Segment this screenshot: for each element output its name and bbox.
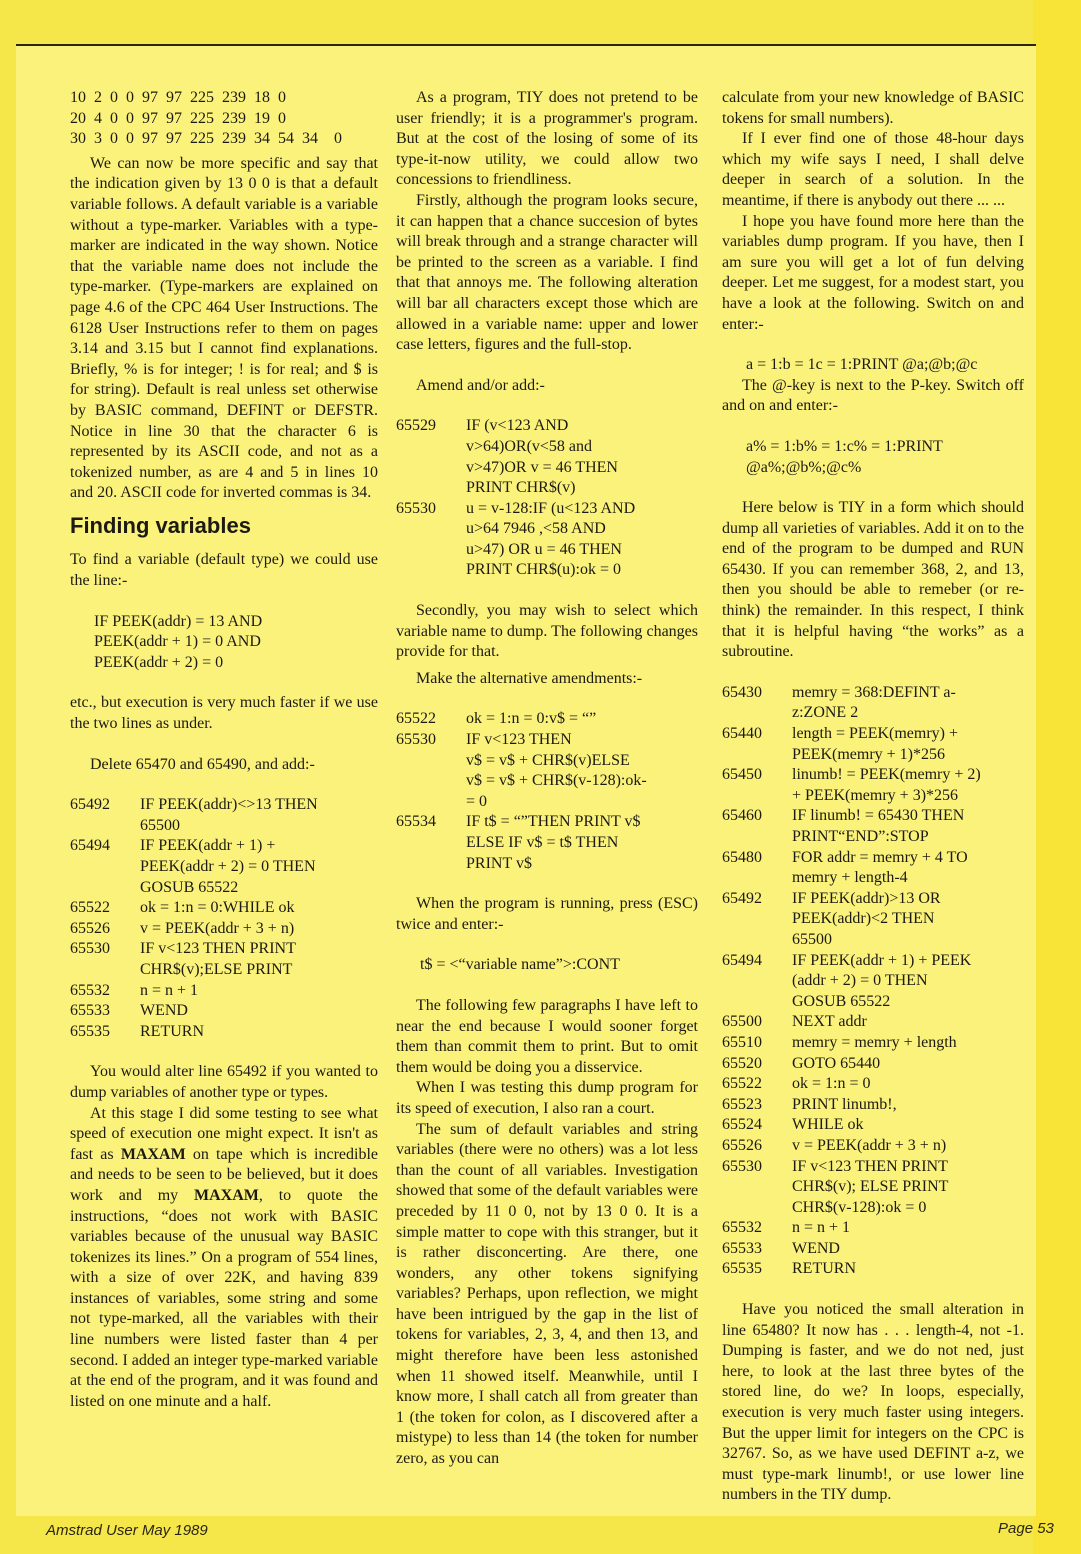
code-line	[70, 981, 378, 1002]
code-line	[396, 709, 698, 730]
paragraph: As a program, TIY does not pretend to be user friendly; it is a programmer's program. But at the cost of the losing of some of its type-it-now utility, we could allow two concessions to friendliness.	[396, 89, 698, 189]
line-code: v$ = v$ + CHR$(v-128):ok-	[466, 772, 647, 790]
paragraph: You would alter line 65492 if you wanted to dump variables of another type or types.	[70, 1063, 378, 1101]
paragraph: The sum of default variables and string variables (there were no others) was a lot less than the count of all variables. Investigation showed that some of the default variables were preceded by 11 0 0, not by 13 0 0. It is a simple matter to cope with this stranger, but it is rather disconcerting. Are there, one wonders, any other tokens signifying variables? Perhaps, upon reflection, we might have been intrigued by the gap in the list of tokens for variables, 2, 3, 4, and then 13, and might therefore have been less astonished when 11 showed itself. Meanwhile, until I know more, I shall catch all from greater than 1 (the token for colon, as I discovered after a mistype) to less than 14 (the token for number zero, as you can	[396, 1120, 698, 1468]
line-code: + PEEK(memry + 3)*256	[792, 786, 959, 804]
code-line	[722, 1115, 1024, 1136]
code-line	[396, 812, 698, 833]
line-number	[722, 868, 792, 889]
code-line	[722, 1074, 1024, 1095]
code-line	[722, 1054, 1024, 1075]
line-number	[722, 827, 792, 848]
line-code: v>47)OR v = 46 THEN	[466, 458, 618, 476]
line-number	[722, 992, 792, 1013]
paragraph: Have you noticed the small alteration in line 65480? It now has . . . length-4, not -1. Dumping is faster, and we do not ned, just here, to look at the last three bytes of the stored line, do we? In loops, especially, execution is very much faster using integers. But the upper limit for integers on the CPC is 32767. So, as we have used DEFINT a-z, we must type-mark linumb!, or use lower line numbers in the TIY dump.	[722, 1301, 1024, 1504]
line-code: IF v<123 THEN PRINT	[792, 1157, 948, 1175]
line-number: 65492	[722, 889, 762, 907]
paragraph: The @-key is next to the P-key. Switch off and on and enter:-	[722, 376, 1024, 415]
line-number: 65510	[722, 1033, 762, 1051]
line-number	[396, 792, 466, 813]
paragraph: When the program is running, press (ESC) twice and enter:-	[396, 895, 698, 933]
line-number	[396, 833, 466, 854]
line-code: PEEK(addr)<2 THEN	[792, 910, 935, 928]
code-line	[70, 836, 378, 857]
paragraph: Delete 65470 and 65490, and add:-	[90, 755, 315, 773]
paragraph: At this stage I did some testing to see what speed of execution one might expect. It isn't as fast as MAXAM on tape which is incredible and needs to be seen to be believed, but it does work and my MAXAM, to quote the instructions, “does not work with BASIC variables because of the unusual way BASIC tokenizes its lines.” On a program of 554 lines, with a size of over 22K, and having 839 instances of variables, some string and some not type-marked, all the variables with their line numbers were listed faster than 4 per second. I added an integer type-marked variable at the end of the program, and it was found and listed on one minute and a half.	[70, 1104, 379, 1410]
line-code: z:ZONE 2	[792, 704, 859, 722]
line-code: PRINT“END”:STOP	[792, 828, 929, 845]
line-code: WEND	[792, 1239, 840, 1257]
code-line	[722, 971, 1024, 992]
code-line	[70, 960, 378, 981]
line-number: 65494	[722, 951, 762, 969]
line-number: 65535	[722, 1260, 762, 1278]
page-number: Page 53	[998, 1520, 1054, 1537]
page-edge	[1033, 0, 1081, 1554]
code-line	[722, 951, 1024, 972]
code-line	[396, 792, 698, 813]
line-code: CHR$(v); ELSE PRINT	[792, 1178, 949, 1196]
line-number: 65533	[70, 1002, 110, 1020]
line-number	[722, 971, 792, 992]
paragraph: Make the alternative amendments:-	[416, 669, 643, 687]
code-line	[70, 1001, 378, 1022]
code-line	[722, 1259, 1024, 1280]
code-line: IF PEEK(addr) = 13 AND	[94, 612, 263, 630]
line-number	[722, 1177, 792, 1198]
code-line	[722, 806, 1024, 827]
line-number: 65522	[396, 710, 436, 728]
code-line	[396, 833, 698, 854]
column-3	[722, 88, 1024, 1506]
line-code: memry = 368:DEFINT a-	[792, 683, 956, 701]
code-line	[396, 751, 698, 772]
code-line	[722, 868, 1024, 889]
line-number: 65530	[722, 1157, 762, 1175]
line-number: 65460	[722, 807, 762, 825]
line-code: PEEK(memry + 1)*256	[792, 745, 945, 763]
line-code: FOR addr = memry + 4 TO	[792, 848, 968, 866]
line-number	[396, 751, 466, 772]
code-line	[396, 437, 698, 458]
code-line	[722, 1218, 1024, 1239]
line-code: linumb! = PEEK(memry + 2)	[792, 766, 981, 784]
line-code: length = PEEK(memry) +	[792, 725, 959, 743]
code-line	[70, 795, 378, 816]
code-line	[722, 992, 1024, 1013]
column-2	[396, 88, 698, 1470]
line-code: = 0	[466, 792, 488, 810]
line-number	[722, 930, 792, 951]
line-number: 65440	[722, 725, 762, 743]
paragraph: If I ever find one of those 48-hour days which my wife says I need, I shall delve deeper in search of a solution. In the meantime, if there is anybody out there ... ...	[722, 130, 1024, 209]
line-number: 65532	[70, 981, 110, 999]
code-line	[722, 889, 1024, 910]
line-number	[722, 703, 792, 724]
code-line	[722, 786, 1024, 807]
line-number: 65533	[722, 1239, 762, 1257]
line-code: RETURN	[140, 1022, 204, 1040]
line-number: 65480	[722, 848, 762, 866]
line-number	[722, 786, 792, 807]
column-1	[70, 88, 378, 1412]
command-line: t$ = <“variable name”>:CONT	[420, 956, 620, 974]
line-number: 65430	[722, 683, 762, 701]
data-row: 10 2 0 0 97 97 225 239 18 0	[70, 89, 286, 106]
line-number: 65526	[722, 1136, 762, 1154]
line-code: PRINT linumb!,	[792, 1095, 897, 1113]
line-number	[70, 960, 140, 981]
line-code: IF linumb! = 65430 THEN	[792, 807, 965, 825]
code-line	[396, 560, 698, 581]
code-block	[70, 612, 378, 674]
line-number	[396, 540, 466, 561]
line-code: IF (v<123 AND	[466, 417, 569, 435]
line-number: 65500	[722, 1013, 762, 1031]
line-code: v = PEEK(addr + 3 + n)	[792, 1136, 947, 1154]
line-code: GOTO 65440	[792, 1054, 881, 1072]
code-line	[722, 703, 1024, 724]
line-code: PEEK(addr + 2) = 0 THEN	[140, 858, 316, 875]
line-code: ELSE IF v$ = t$ THEN	[466, 834, 619, 851]
line-number: 65530	[396, 499, 436, 517]
line-code: IF PEEK(addr)>13 OR	[792, 889, 941, 907]
line-number: 65534	[396, 813, 436, 831]
line-code: v = PEEK(addr + 3 + n)	[140, 919, 295, 937]
line-number	[396, 771, 466, 792]
code-line	[722, 909, 1024, 930]
line-number: 65494	[70, 837, 110, 855]
line-number: 65520	[722, 1054, 762, 1072]
line-code: 65500	[792, 930, 832, 948]
paragraph: Here below is TIY in a form which should dump all varieties of variables. Add it on to the end of the program to be dumped and RUN 65430. If you can remember 368, 2, and 13, then you should be able to remeber (or re-think) the remainder. In this respect, I think that it is helpful having “the works” as a subroutine.	[722, 499, 1024, 661]
code-line	[722, 1095, 1024, 1116]
code-line	[722, 1033, 1024, 1054]
line-number: 65522	[70, 899, 110, 917]
line-number: 65450	[722, 766, 762, 784]
code-line	[722, 765, 1024, 786]
paragraph: Firstly, although the program looks secure, it can happen that a chance succesion of bytes will break through and a strange character will be printed to the screen as a variable. I find that that annoys me. The following alteration will bar all characters except those which are allowed in a variable name: upper and lower case letters, figures and the full-stop.	[396, 191, 698, 354]
command-line: @a%;@b%;@c%	[746, 458, 862, 476]
paragraph: calculate from your new knowledge of BASIC tokens for small numbers).	[722, 89, 1024, 127]
line-number	[722, 909, 792, 930]
code-line	[722, 1239, 1024, 1260]
data-row: 30 3 0 0 97 97 225 239 34 54 34 0	[70, 130, 342, 148]
line-number: 65526	[70, 919, 110, 937]
line-code: NEXT addr	[792, 1013, 867, 1031]
code-line	[722, 1012, 1024, 1033]
line-code: PRINT CHR$(v)	[466, 479, 576, 497]
code-line	[70, 898, 378, 919]
line-code: 65500	[140, 816, 180, 834]
line-code: RETURN	[792, 1260, 856, 1278]
line-number	[396, 560, 466, 581]
line-number	[722, 1198, 792, 1219]
line-code: GOSUB 65522	[140, 878, 239, 896]
code-line	[396, 416, 698, 437]
code-line	[722, 1177, 1024, 1198]
code-line	[70, 1022, 378, 1043]
line-code: ok = 1:n = 0	[792, 1075, 871, 1093]
code-line	[396, 499, 698, 520]
paragraph: etc., but execution is very much faster if we use the two lines as under.	[70, 694, 378, 733]
paragraph: Amend and/or add:-	[416, 376, 545, 394]
line-code: IF PEEK(addr + 1) + PEEK	[792, 951, 972, 969]
code-line	[722, 1136, 1024, 1157]
code-line	[722, 1157, 1024, 1178]
line-code: ok = 1:n = 0:WHILE ok	[140, 899, 295, 917]
line-number: 65523	[722, 1095, 762, 1113]
line-code: IF t$ = “”THEN PRINT v$	[466, 813, 641, 831]
line-code: PRINT CHR$(u):ok = 0	[466, 561, 621, 579]
line-code: IF v<123 THEN	[466, 731, 572, 749]
line-number: 65530	[70, 940, 110, 958]
line-code: memry + length-4	[792, 869, 908, 887]
code-line	[722, 724, 1024, 745]
code-line	[70, 939, 378, 960]
code-line	[722, 683, 1024, 704]
line-number: 65524	[722, 1116, 762, 1134]
line-code: ok = 1:n = 0:v$ = “”	[466, 710, 597, 728]
code-line	[396, 458, 698, 479]
code-line	[396, 730, 698, 751]
line-code: CHR$(v-128):ok = 0	[792, 1198, 927, 1216]
code-listing	[396, 416, 698, 581]
section-heading: Finding variables	[70, 512, 251, 538]
code-line	[396, 478, 698, 499]
paragraph: The following few paragraphs I have left to near the end because I would sooner forget them than commit them to print. But to omit them would be doing you a disservice.	[396, 996, 698, 1076]
footer-publication: Amstrad User May 1989	[46, 1522, 208, 1539]
code-listing	[70, 795, 378, 1042]
line-code: u>47) OR u = 46 THEN	[466, 540, 622, 558]
line-code: v>64)OR(v<58 and	[466, 437, 593, 455]
code-line	[722, 827, 1024, 848]
code-line	[722, 745, 1024, 766]
line-code: memry = memry + length	[792, 1033, 957, 1051]
line-code: IF PEEK(addr + 1) +	[140, 837, 276, 855]
paragraph: To find a variable (default type) we could use the line:-	[70, 551, 378, 590]
line-code: WEND	[140, 1002, 188, 1020]
line-code: PRINT v$	[466, 854, 532, 872]
line-number	[396, 854, 466, 875]
code-line	[396, 519, 698, 540]
data-row: 20 4 0 0 97 97 225 239 19 0	[70, 109, 286, 127]
line-code: WHILE ok	[792, 1116, 864, 1134]
line-number: 65532	[722, 1219, 762, 1237]
code-line	[70, 878, 378, 899]
line-number	[722, 745, 792, 766]
line-code: IF PEEK(addr)<>13 THEN	[140, 796, 318, 814]
code-line	[70, 816, 378, 837]
code-line	[396, 854, 698, 875]
line-number	[396, 478, 466, 499]
line-number	[396, 458, 466, 479]
line-number: 65535	[70, 1022, 110, 1040]
command-line: a = 1:b = 1c = 1:PRINT @a;@b;@c	[746, 356, 978, 374]
line-number	[70, 857, 140, 878]
line-number	[70, 816, 140, 837]
paragraph: When I was testing this dump program for its speed of execution, I also ran a court.	[396, 1079, 698, 1117]
line-code: GOSUB 65522	[792, 992, 891, 1010]
code-listing	[396, 709, 698, 874]
paragraph: I hope you have found more here than the variables dump program. If you have, then I am sure you will get a lot of fun delving deeper. Let me suggest, for a modest start, you have a look at the following. Switch on and enter:-	[722, 212, 1024, 333]
command-line: a% = 1:b% = 1:c% = 1:PRINT	[746, 437, 943, 455]
paragraph: We can now be more specific and say that the indication given by 13 0 0 is that a default variable follows. A default variable is a variable without a type-marker. Variables with a type-marker are indicated in the way shown. Notice that the variable name does not include the type-marker. (Type-markers are explained on page 4.6 of the CPC 464 User Instructions. The 6128 User Instructions refer to them on pages 3.14 and 3.15 but I cannot find explanations. Briefly, % is for integer; ! is for real; and $ is for string). Default is real unless set otherwise by BASIC command, DEFINT or DEFSTR. Notice in line 30 that the character 6 is represented by its ASCII code, and not as a tokenized number, as are 4 and 5 in lines 10 and 20. ASCII code for inverted commas is 34.	[70, 154, 378, 502]
line-number: 65492	[70, 796, 110, 814]
line-code: n = n + 1	[140, 981, 199, 999]
code-line	[396, 771, 698, 792]
line-code: u>64 7946 ,<58 AND	[466, 520, 606, 538]
line-code: IF v<123 THEN PRINT	[140, 940, 296, 958]
line-number	[396, 437, 466, 458]
line-code: u = v-128:IF (u<123 AND	[466, 499, 636, 517]
code-line: PEEK(addr + 2) = 0	[94, 653, 224, 671]
code-listing	[722, 683, 1024, 1280]
code-line	[722, 930, 1024, 951]
code-line: PEEK(addr + 1) = 0 AND	[94, 633, 261, 651]
code-line	[70, 919, 378, 940]
line-code: n = n + 1	[792, 1219, 851, 1237]
line-number: 65530	[396, 731, 436, 749]
code-line	[722, 848, 1024, 869]
line-number: 65522	[722, 1075, 762, 1093]
paragraph: Secondly, you may wish to select which variable name to dump. The following changes provide for that.	[396, 602, 698, 661]
line-number: 65529	[396, 417, 436, 435]
line-number	[396, 519, 466, 540]
line-code: v$ = v$ + CHR$(v)ELSE	[466, 751, 630, 769]
line-code: (addr + 2) = 0 THEN	[792, 972, 928, 990]
line-number	[70, 878, 140, 899]
code-line	[396, 540, 698, 561]
line-code: CHR$(v);ELSE PRINT	[140, 960, 293, 978]
code-line	[722, 1198, 1024, 1219]
code-line	[70, 857, 378, 878]
